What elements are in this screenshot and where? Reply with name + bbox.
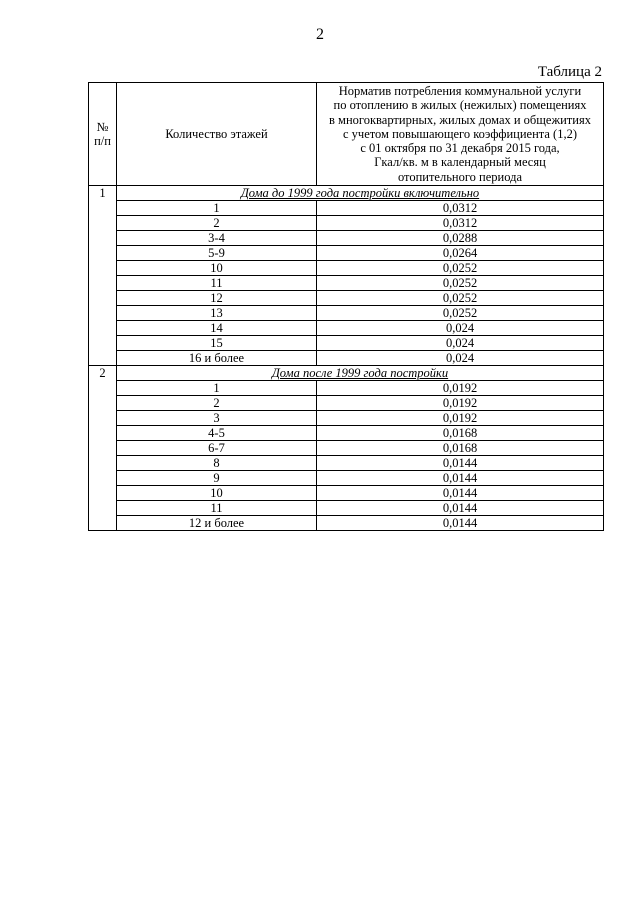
header-num-line: п/п xyxy=(94,134,111,149)
norm-table xyxy=(88,82,604,531)
table-row xyxy=(89,306,604,321)
table-caption: Таблица 2 xyxy=(537,64,602,80)
header-num xyxy=(89,83,117,186)
header-value-line: Норматив потребления коммунальной услуги xyxy=(338,84,582,98)
floors-cell: 11 xyxy=(117,276,317,291)
page-number: 2 xyxy=(316,26,324,43)
floors-cell: 1 xyxy=(117,201,317,216)
table-row xyxy=(89,276,604,291)
floors-cell: 10 xyxy=(117,486,317,501)
table-row xyxy=(89,246,604,261)
floors-cell: 11 xyxy=(117,501,317,516)
floors-cell: 12 xyxy=(117,291,317,306)
floors-cell: 14 xyxy=(117,321,317,336)
table-row xyxy=(89,396,604,411)
value-cell: 0,0288 xyxy=(317,231,604,246)
header-value-line: по отоплению в жилых (нежилых) помещениях xyxy=(333,98,587,113)
floors-cell: 3 xyxy=(117,411,317,426)
floors-cell: 3-4 xyxy=(117,231,317,246)
floors-cell: 5-9 xyxy=(117,246,317,261)
value-cell: 0,0252 xyxy=(317,306,604,321)
value-cell: 0,024 xyxy=(317,321,604,336)
value-cell: 0,0168 xyxy=(317,426,604,441)
value-cell: 0,0144 xyxy=(317,456,604,471)
value-cell: 0,0168 xyxy=(317,441,604,456)
floors-cell: 2 xyxy=(117,216,317,231)
table-row xyxy=(89,201,604,216)
table-row xyxy=(89,381,604,396)
value-cell: 0,0192 xyxy=(317,396,604,411)
table-row xyxy=(89,216,604,231)
floors-cell: 4-5 xyxy=(117,426,317,441)
value-cell: 0,0312 xyxy=(317,201,604,216)
table-row xyxy=(89,261,604,276)
value-cell: 0,0252 xyxy=(317,291,604,306)
table-row xyxy=(89,336,604,351)
group-row xyxy=(89,186,604,201)
value-cell: 0,0144 xyxy=(317,486,604,501)
value-cell: 0,0192 xyxy=(317,411,604,426)
value-cell: 0,0144 xyxy=(317,516,604,531)
table-row xyxy=(89,486,604,501)
table-row xyxy=(89,456,604,471)
table-row xyxy=(89,231,604,246)
table-body xyxy=(89,186,604,531)
value-cell: 0,0144 xyxy=(317,471,604,486)
table-row xyxy=(89,426,604,441)
group-row xyxy=(89,366,604,381)
header-num-line: № xyxy=(96,120,109,135)
header-value-line: с учетом повышающего коэффициента (1,2) xyxy=(342,126,578,141)
group-title: Дома после 1999 года постройки xyxy=(117,366,604,381)
table-header-row xyxy=(89,83,604,186)
group-number: 2 xyxy=(89,366,117,531)
value-cell: 0,0312 xyxy=(317,216,604,231)
table-row xyxy=(89,291,604,306)
floors-cell: 12 и более xyxy=(117,516,317,531)
table-row xyxy=(89,471,604,486)
floors-cell: 1 xyxy=(117,381,317,396)
table-row xyxy=(89,411,604,426)
floors-cell: 10 xyxy=(117,261,317,276)
value-cell: 0,0264 xyxy=(317,246,604,261)
value-cell: 0,0192 xyxy=(317,381,604,396)
floors-cell: 6-7 xyxy=(117,441,317,456)
table-row xyxy=(89,516,604,531)
group-title: Дома до 1999 года постройки включительно xyxy=(117,186,604,201)
value-cell: 0,0144 xyxy=(317,501,604,516)
header-value-line: отопительного периода xyxy=(397,169,523,184)
header-value-line: Гкал/кв. м в календарный месяц xyxy=(374,155,546,170)
floors-cell: 16 и более xyxy=(117,351,317,366)
floors-cell: 8 xyxy=(117,456,317,471)
value-cell: 0,024 xyxy=(317,336,604,351)
table-row xyxy=(89,321,604,336)
value-cell: 0,0252 xyxy=(317,261,604,276)
header-value xyxy=(317,83,604,186)
table-row xyxy=(89,441,604,456)
floors-cell: 9 xyxy=(117,471,317,486)
header-floors: Количество этажей xyxy=(117,83,317,186)
value-cell: 0,0252 xyxy=(317,276,604,291)
floors-cell: 13 xyxy=(117,306,317,321)
group-number: 1 xyxy=(89,186,117,366)
floors-cell: 2 xyxy=(117,396,317,411)
header-value-line: с 01 октября по 31 декабря 2015 года, xyxy=(360,141,560,156)
table-row xyxy=(89,501,604,516)
floors-cell: 15 xyxy=(117,336,317,351)
header-value-line: в многоквартирных, жилых домах и общежитиях xyxy=(329,112,591,127)
value-cell: 0,024 xyxy=(317,351,604,366)
table-row xyxy=(89,351,604,366)
